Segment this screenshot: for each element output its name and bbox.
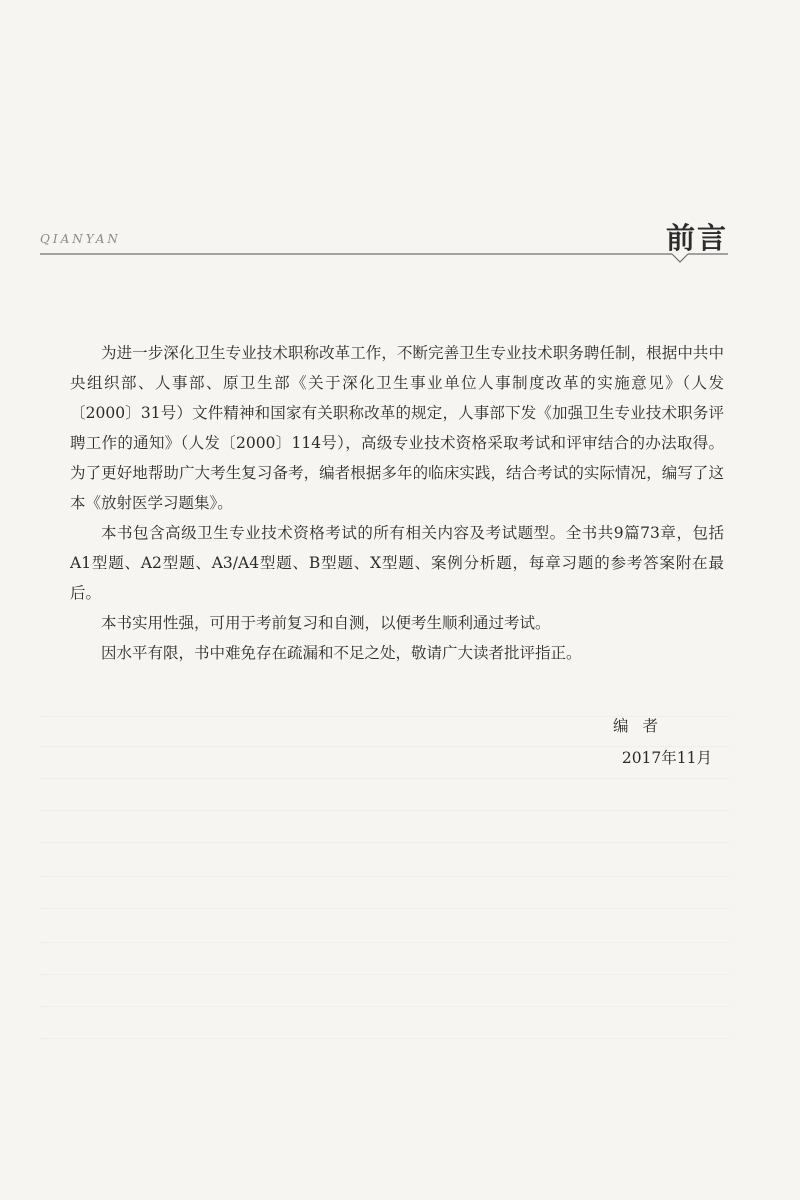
header-rule	[40, 252, 728, 264]
paragraph: 为进一步深化卫生专业技术职称改革工作，不断完善卫生专业技术职务聘任制，根据中共中央组织部、人事部、原卫生部《关于深化卫生事业单位人事制度改革的实施意见》（人发〔2000〕31号）文件精神和国家有关职称改革的规定，人事部下发《加强卫生专业技术职务评聘工作的通知》（人发〔2000〕114号），高级专业技术资格采取考试和评审结合的办法取得。为了更好地帮助广大考生复习备考，编者根据多年的临床实践，结合考试的实际情况，编写了这本《放射医学习题集》。	[70, 344, 724, 512]
show-through-line	[40, 810, 730, 812]
preface-body	[70, 338, 724, 668]
show-through-line	[40, 842, 730, 844]
show-through-line	[40, 1006, 730, 1008]
signature-author: 编者	[612, 717, 672, 735]
paragraph: 本书包含高级卫生专业技术资格考试的所有相关内容及考试题型。全书共9篇73章，包括A1型题、A2型题、A3/A4型题、B型题、X型题、案例分析题，每章习题的参考答案附在最后。	[70, 524, 724, 602]
show-through-line	[40, 908, 730, 910]
paragraph: 本书实用性强，可用于考前复习和自测，以便考生顺利通过考试。	[101, 614, 551, 632]
show-through-line	[40, 1038, 730, 1040]
show-through-line	[40, 974, 730, 976]
signature-date: 2017年11月	[621, 749, 712, 767]
show-through-line	[40, 778, 730, 780]
page-title: 前言	[665, 221, 728, 255]
signature-block	[613, 710, 712, 774]
show-through-line	[40, 876, 730, 878]
show-through-line	[40, 942, 730, 944]
header-pinyin: QIANYAN	[40, 232, 121, 246]
paragraph: 因水平有限，书中难免存在疏漏和不足之处，敬请广大读者批评指正。	[101, 644, 582, 662]
